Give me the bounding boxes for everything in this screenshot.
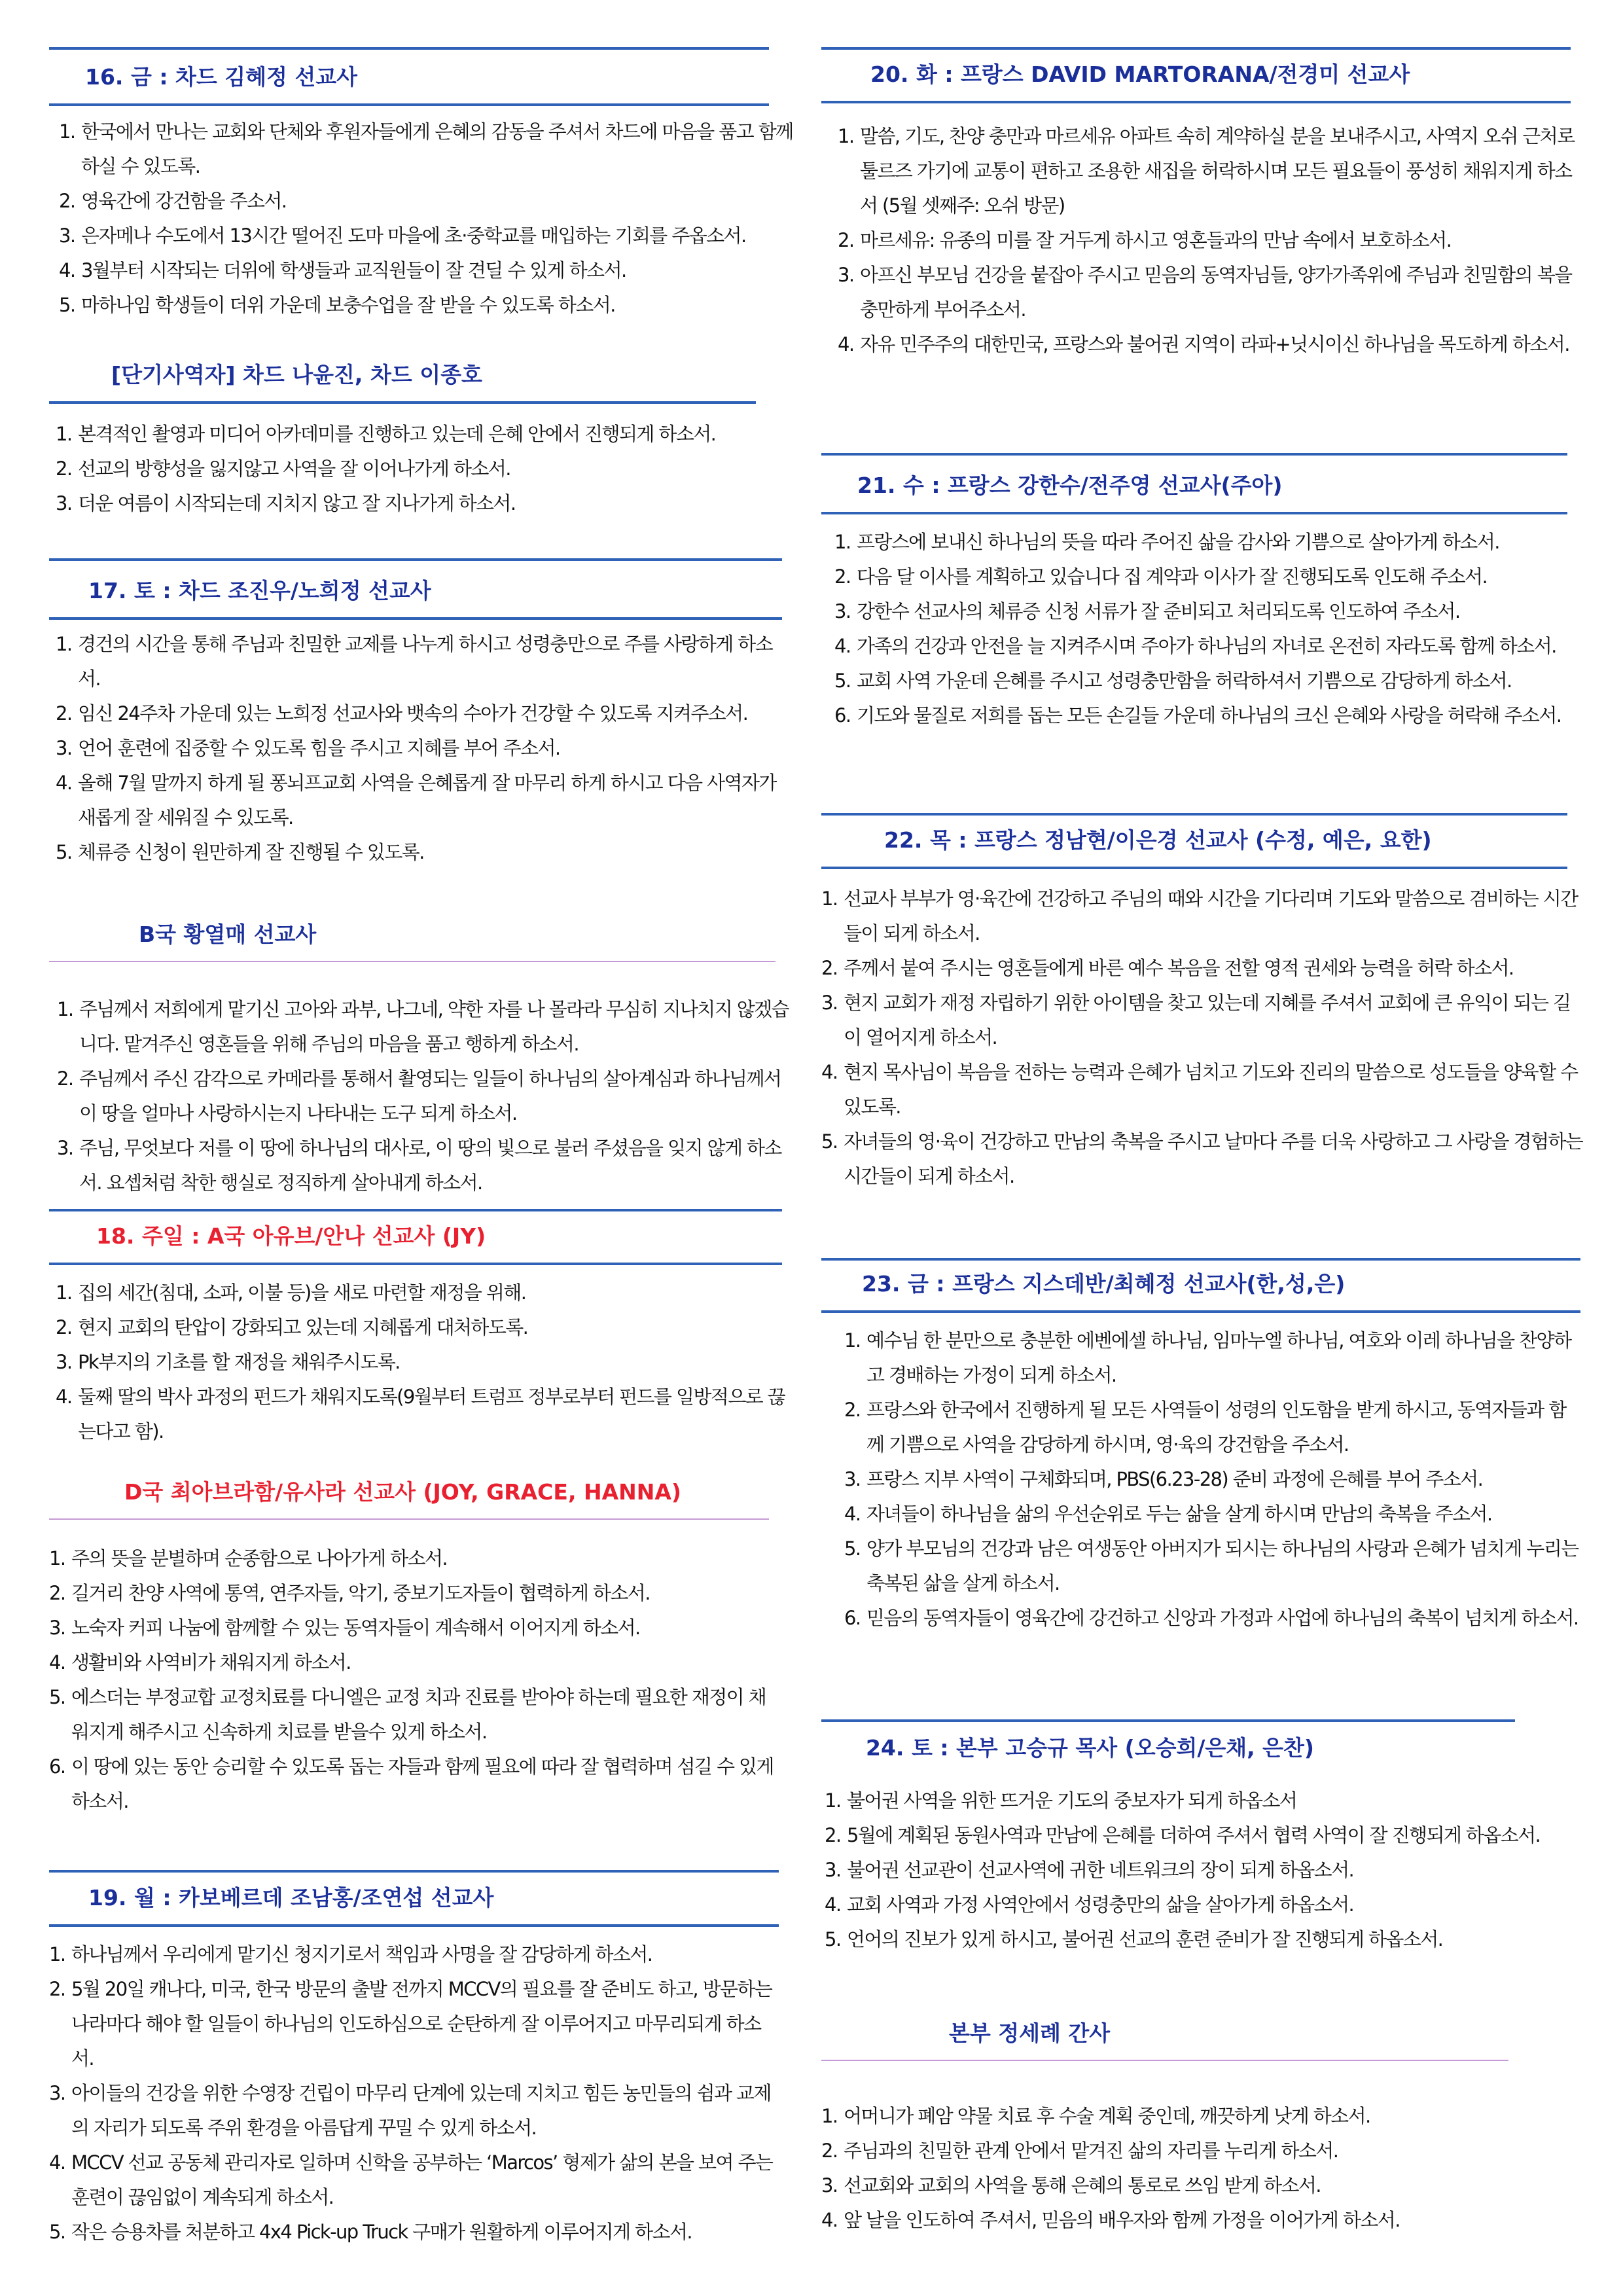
prayer-item	[838, 223, 1584, 258]
item-number: 3.	[844, 1468, 861, 1490]
prayer-item	[57, 1062, 803, 1131]
item-number: 1.	[821, 888, 838, 910]
item-number: 4.	[56, 772, 72, 794]
item-number: 5.	[49, 2221, 65, 2243]
section-rule-top	[49, 558, 782, 561]
item-text: 자유 민주주의 대한민국, 프랑스와 불어권 지역이 라파+닛시이신 하나님을 목도하게 하소서.	[860, 333, 1569, 355]
item-number: 2.	[821, 2140, 838, 2162]
item-number: 4.	[821, 1061, 838, 1083]
section-title: 17. 토 : 차드 조진우/노희정 선교사	[88, 578, 431, 603]
section-rule-bottom	[49, 961, 776, 962]
item-text: 하나님께서 우리에게 맡기신 청지기로서 책임과 사명을 잘 감당하게 하소서.	[71, 1943, 652, 1965]
item-number: 3.	[49, 2082, 65, 2104]
item-number: 1.	[49, 1943, 65, 1965]
prayer-item	[821, 2134, 1554, 2168]
item-text: 믿음의 동역자들이 영육간에 강건하고 신앙과 가정과 사업에 하나님의 축복이 넘치게 하소서.	[866, 1607, 1578, 1629]
prayer-item	[49, 1972, 782, 2076]
section-title: [단기사역자] 차드 나윤진, 차드 이종호	[111, 362, 482, 387]
prayer-item	[56, 835, 789, 870]
prayer-item	[56, 731, 789, 766]
prayer-item	[49, 1645, 782, 1680]
item-text: 주의 뜻을 분별하며 순종함으로 나아가게 하소서.	[71, 1547, 447, 1570]
item-text: 교회 사역 가운데 은혜를 주시고 성령충만함을 허락하셔서 기쁨으로 감당하게 하소서.	[857, 670, 1512, 692]
item-text: 선교회와 교회의 사역을 통해 은혜의 통로로 쓰임 받게 하소서.	[844, 2174, 1321, 2197]
prayer-item	[57, 1131, 803, 1200]
prayer-item	[56, 1310, 789, 1345]
item-text: 둘째 딸의 박사 과정의 펀드가 채워지도록(9월부터 트럼프 정부로부터 펀드를 일방적으로 끊는다고 함).	[78, 1386, 785, 1443]
prayer-item	[49, 1541, 782, 1576]
prayer-list	[57, 992, 803, 1200]
item-text: 불어권 사역을 위한 뜨거운 기도의 중보자가 되게 하옵소서	[847, 1789, 1297, 1812]
section-rule-top	[821, 453, 1567, 456]
item-number: 3.	[56, 492, 72, 514]
section-rule-top	[821, 813, 1567, 816]
prayer-item	[838, 327, 1584, 362]
item-number: 2.	[57, 1067, 73, 1090]
item-number: 2.	[834, 565, 851, 588]
item-text: 임신 24주차 가운데 있는 노희정 선교사와 뱃속의 수아가 건강할 수 있도록 지켜주소서.	[78, 702, 748, 725]
prayer-item	[838, 258, 1584, 327]
item-number: 4.	[834, 635, 851, 657]
prayer-item	[59, 184, 798, 219]
prayer-list	[825, 1784, 1558, 1957]
item-text: 은자메나 수도에서 13시간 떨어진 도마 마을에 초·중학교를 매입하는 기회를 주옵소서.	[81, 224, 746, 247]
prayer-item	[49, 2145, 782, 2215]
section-rule-bottom	[49, 1924, 779, 1927]
item-text: 체류증 신청이 원만하게 잘 진행될 수 있도록.	[78, 841, 424, 863]
prayer-item	[56, 627, 789, 696]
prayer-item	[56, 486, 795, 521]
item-text: 에스더는 부정교합 교정치료를 다니엘은 교정 치과 진료를 받아야 하는데 필요한 재정이 채워지게 해주시고 신속하게 치료를 받을수 있게 하소서.	[71, 1686, 766, 1743]
prayer-item	[59, 253, 798, 288]
item-number: 3.	[838, 264, 854, 286]
prayer-item	[821, 986, 1584, 1055]
item-text: 자녀들의 영·육이 건강하고 만남의 축복을 주시고 날마다 주를 더욱 사랑하고 그 사랑을 경험하는 시간들이 되게 하소서.	[844, 1130, 1583, 1187]
prayer-item	[59, 219, 798, 253]
item-number: 3.	[834, 600, 851, 622]
section-rule-bottom	[821, 867, 1567, 869]
section-rule-bottom	[49, 1518, 769, 1520]
item-number: 1.	[59, 120, 75, 143]
prayer-item	[825, 1922, 1558, 1957]
prayer-item	[821, 1124, 1584, 1194]
item-text: 현지 목사님이 복음을 전하는 능력과 은혜가 넘치고 기도와 진리의 말씀으로 성도들을 양육할 수 있도록.	[844, 1061, 1578, 1118]
item-text: 교회 사역과 가정 사역안에서 성령충만의 삶을 살아가게 하옵소서.	[847, 1893, 1354, 1916]
section-rule-top	[49, 1870, 779, 1873]
item-text: 노숙자 커피 나눔에 함께할 수 있는 동역자들이 계속해서 이어지게 하소서.	[71, 1617, 640, 1639]
section-rule-bottom	[49, 401, 756, 404]
item-text: 아프신 부모님 건강을 붙잡아 주시고 믿음의 동역자님들, 양가가족위에 주님과 친밀함의 복을 충만하게 부어주소서.	[860, 264, 1572, 321]
item-number: 3.	[57, 1137, 73, 1159]
prayer-list	[821, 2099, 1554, 2238]
item-text: 길거리 찬양 사역에 통역, 연주자들, 악기, 중보기도자들이 협력하게 하소서.	[71, 1582, 650, 1604]
item-text: 작은 승용차를 처분하고 4x4 Pick-up Truck 구매가 원활하게 이루어지게 하소서.	[71, 2221, 692, 2243]
prayer-list	[59, 115, 798, 323]
item-text: 프랑스 지부 사역이 구체화되며, PBS(6.23-28) 준비 과정에 은혜를 부어 주소서.	[866, 1468, 1483, 1490]
section-title: 16. 금 : 차드 김혜정 선교사	[85, 64, 358, 90]
section-title: 23. 금 : 프랑스 지스데반/최혜정 선교사(한,성,은)	[862, 1271, 1346, 1297]
prayer-list	[838, 119, 1584, 362]
item-number: 1.	[838, 125, 854, 147]
section-rule-bottom	[49, 103, 769, 106]
item-number: 1.	[834, 531, 851, 553]
item-number: 4.	[49, 2151, 65, 2174]
prayer-item	[49, 2076, 782, 2145]
section-rule-top	[821, 1258, 1580, 1261]
item-number: 5.	[825, 1928, 841, 1950]
item-text: 영육간에 강건함을 주소서.	[81, 190, 287, 212]
item-text: 강한수 선교사의 체류증 신청 서류가 잘 준비되고 처리되도록 인도하여 주소서.	[857, 600, 1460, 622]
item-text: 생활비와 사역비가 채워지게 하소서.	[71, 1651, 351, 1674]
item-text: 기도와 물질로 저희를 돕는 모든 손길들 가운데 하나님의 크신 은혜와 사랑을 허락해 주소서.	[857, 704, 1561, 726]
prayer-item	[821, 2168, 1554, 2203]
prayer-item	[825, 1818, 1558, 1853]
item-text: 현지 교회의 탄압이 강화되고 있는데 지혜롭게 대처하도록.	[78, 1316, 528, 1338]
item-text: 마하나임 학생들이 더위 가운데 보충수업을 잘 받을 수 있도록 하소서.	[81, 294, 615, 316]
item-number: 5.	[59, 294, 75, 316]
item-text: Pk부지의 기초를 할 재정을 채워주시도록.	[78, 1351, 400, 1373]
item-text: 프랑스와 한국에서 진행하게 될 모든 사역들이 성령의 인도함을 받게 하시고, 동역자들과 함께 기쁨으로 사역을 감당하게 하시며, 영·육의 강건함을 주소서.	[866, 1399, 1566, 1456]
item-number: 1.	[844, 1329, 861, 1352]
section-rule-top	[49, 1209, 782, 1211]
item-text: 선교사 부부가 영·육간에 건강하고 주님의 때와 시간을 기다리며 기도와 말씀으로 겸비하는 시간들이 되게 하소서.	[844, 888, 1578, 944]
prayer-list	[56, 417, 795, 521]
prayer-item	[56, 417, 795, 452]
item-number: 2.	[49, 1582, 65, 1604]
prayer-item	[49, 1937, 782, 1972]
item-number: 6.	[49, 1755, 65, 1778]
prayer-item	[838, 119, 1584, 223]
item-text: 경건의 시간을 통해 주님과 친밀한 교제를 나누게 하시고 성령충만으로 주를 사랑하게 하소서.	[78, 633, 773, 690]
item-number: 2.	[838, 229, 854, 251]
item-text: 양가 부모님의 건강과 남은 여생동안 아버지가 되시는 하나님의 사랑과 은혜가 넘치게 누리는 축복된 삶을 살게 하소서.	[866, 1537, 1578, 1594]
section-title: 24. 토 : 본부 고승규 목사 (오승희/은채, 은찬)	[866, 1735, 1314, 1761]
item-number: 4.	[825, 1893, 841, 1916]
section-title: 18. 주일 : A국 아유브/안나 선교사 (JY)	[96, 1223, 486, 1249]
item-text: 어머니가 폐암 약물 치료 후 수술 계획 중인데, 깨끗하게 낫게 하소서.	[844, 2105, 1370, 2127]
item-text: 자녀들이 하나님을 삶의 우선순위로 두는 삶을 살게 하시며 만남의 축복을 주소서.	[866, 1503, 1492, 1525]
prayer-item	[49, 1611, 782, 1645]
prayer-list	[834, 525, 1584, 733]
item-number: 4.	[844, 1503, 861, 1525]
prayer-item	[834, 664, 1584, 698]
prayer-item	[844, 1532, 1580, 1601]
prayer-item	[825, 1853, 1558, 1888]
section-title: 22. 목 : 프랑스 정남현/이은경 선교사 (수정, 예은, 요한)	[884, 827, 1432, 853]
item-number: 6.	[834, 704, 851, 726]
item-number: 3.	[821, 992, 838, 1014]
prayer-item	[844, 1601, 1580, 1636]
item-text: 주님께서 저희에게 맡기신 고아와 과부, 나그네, 약한 자를 나 몰라라 무심히 지나치지 않겠습니다. 맡겨주신 영혼들을 위해 주님의 마음을 품고 행하게 하소서.	[79, 998, 789, 1055]
item-text: 5월 20일 캐나다, 미국, 한국 방문의 출발 전까지 MCCV의 필요를 잘 준비도 하고, 방문하는 나라마다 해야 할 일들이 하나님의 인도하심으로 순탄하게 잘 이루어지고 마무리되게 하소서.	[71, 1978, 772, 2070]
prayer-item	[59, 115, 798, 184]
section-rule-top	[49, 47, 769, 50]
prayer-list	[844, 1323, 1580, 1636]
item-text: 현지 교회가 재정 자립하기 위한 아이템을 찾고 있는데 지혜를 주셔서 교회에 큰 유익이 되는 길이 열어지게 하소서.	[844, 992, 1571, 1049]
prayer-item	[56, 1276, 789, 1310]
item-number: 5.	[844, 1537, 861, 1560]
prayer-item	[834, 629, 1584, 664]
prayer-item	[57, 992, 803, 1062]
item-number: 3.	[56, 737, 72, 759]
prayer-list	[56, 1276, 789, 1449]
prayer-item	[834, 698, 1584, 733]
prayer-item	[821, 2099, 1554, 2134]
item-number: 2.	[59, 190, 75, 212]
item-text: 이 땅에 있는 동안 승리할 수 있도록 돕는 자들과 함께 필요에 따라 잘 협력하며 섬길 수 있게 하소서.	[71, 1755, 774, 1812]
item-text: 예수님 한 분만으로 충분한 에벤에셀 하나님, 임마누엘 하나님, 여호와 이레 하나님을 찬양하고 경배하는 가정이 되게 하소서.	[866, 1329, 1571, 1386]
item-text: 선교의 방향성을 잃지않고 사역을 잘 이어나가게 하소서.	[78, 457, 510, 480]
item-text: 말씀, 기도, 찬양 충만과 마르세유 아파트 속히 계약하실 분을 보내주시고, 사역지 오쉬 근처로 툴르즈 가기에 교통이 편하고 조용한 새집을 허락하시며 모든 필요들이 풍성히 채워지게 하소서 (5월 셋째주: 오쉬 방문)	[860, 125, 1575, 217]
item-number: 4.	[821, 2209, 838, 2231]
prayer-item	[56, 1380, 789, 1449]
item-number: 1.	[56, 633, 72, 655]
item-text: 앞 날을 인도하여 주셔서, 믿음의 배우자와 함께 가정을 이어가게 하소서.	[844, 2209, 1400, 2231]
section-rule-bottom	[821, 2060, 1508, 2061]
item-text: 주님, 무엇보다 저를 이 땅에 하나님의 대사로, 이 땅의 빛으로 불러 주셨음을 잊지 않게 하소서. 요셉처럼 착한 행실로 정직하게 살아내게 하소서.	[79, 1137, 781, 1194]
prayer-item	[844, 1323, 1580, 1393]
item-number: 4.	[56, 1386, 72, 1408]
item-number: 2.	[49, 1978, 65, 2000]
item-text: 불어권 선교관이 선교사역에 귀한 네트워크의 장이 되게 하옵소서.	[847, 1859, 1354, 1881]
item-text: 언어 훈련에 집중할 수 있도록 힘을 주시고 지혜를 부어 주소서.	[78, 737, 560, 759]
prayer-list	[821, 882, 1584, 1194]
item-text: MCCV 선교 공동체 관리자로 일하며 신학을 공부하는 ‘Marcos’ 형제가 삶의 본을 보여 주는 훈련이 끊임없이 계속되게 하소서.	[71, 2151, 773, 2208]
item-text: 주께서 붙여 주시는 영혼들에게 바른 예수 복음을 전할 영적 권세와 능력을 허락 하소서.	[844, 957, 1514, 979]
section-rule-bottom	[49, 1263, 782, 1265]
section-rule-top	[821, 1719, 1515, 1722]
item-number: 3.	[59, 224, 75, 247]
item-number: 4.	[59, 259, 75, 281]
item-text: 주님과의 친밀한 관계 안에서 맡겨진 삶의 자리를 누리게 하소서.	[844, 2140, 1338, 2162]
section-title: 20. 화 : 프랑스 DAVID MARTORANA/전경미 선교사	[870, 62, 1410, 87]
prayer-item	[49, 1749, 782, 1819]
prayer-list	[56, 627, 789, 870]
item-text: 마르세유: 유종의 미를 잘 거두게 하시고 영혼들과의 만남 속에서 보호하소서.	[860, 229, 1452, 251]
item-number: 2.	[825, 1824, 841, 1846]
item-text: 가족의 건강과 안전을 늘 지켜주시며 주아가 하나님의 자녀로 온전히 자라도록 함께 하소서.	[857, 635, 1556, 657]
section-title: B국 황열매 선교사	[139, 922, 317, 947]
section-title: D국 최아브라함/유사라 선교사 (JOY, GRACE, HANNA)	[124, 1479, 681, 1505]
item-number: 1.	[825, 1789, 841, 1812]
item-number: 4.	[838, 333, 854, 355]
item-number: 3.	[825, 1859, 841, 1881]
item-text: 본격적인 촬영과 미디어 아카데미를 진행하고 있는데 은혜 안에서 진행되게 하소서.	[78, 423, 716, 445]
item-number: 2.	[844, 1399, 861, 1421]
item-text: 다음 달 이사를 계획하고 있습니다 집 계약과 이사가 잘 진행되도록 인도해 주소서.	[857, 565, 1488, 588]
item-text: 5월에 계획된 동원사역과 만남에 은혜를 더하여 주셔서 협력 사역이 잘 진행되게 하옵소서.	[847, 1824, 1541, 1846]
prayer-item	[56, 452, 795, 486]
prayer-item	[821, 2203, 1554, 2238]
section-rule-top	[821, 47, 1571, 50]
item-number: 5.	[834, 670, 851, 692]
item-number: 2.	[821, 957, 838, 979]
prayer-item	[844, 1497, 1580, 1532]
item-text: 프랑스에 보내신 하나님의 뜻을 따라 주어진 삶을 감사와 기쁨으로 살아가게 하소서.	[857, 531, 1499, 553]
section-rule-bottom	[821, 101, 1571, 103]
item-text: 집의 세간(침대, 소파, 이불 등)을 새로 마련할 재정을 위해.	[78, 1282, 526, 1304]
item-text: 더운 여름이 시작되는데 지치지 않고 잘 지나가게 하소서.	[78, 492, 516, 514]
item-number: 1.	[56, 423, 72, 445]
prayer-item	[834, 525, 1584, 560]
prayer-item	[821, 1055, 1584, 1124]
section-rule-bottom	[821, 1310, 1580, 1313]
item-number: 2.	[56, 1316, 72, 1338]
item-number: 5.	[56, 841, 72, 863]
item-number: 2.	[56, 457, 72, 480]
prayer-item	[49, 1680, 782, 1749]
prayer-item	[825, 1888, 1558, 1922]
section-title: 21. 수 : 프랑스 강한수/전주영 선교사(주아)	[857, 473, 1283, 498]
section-rule-bottom	[821, 512, 1567, 514]
item-number: 3.	[821, 2174, 838, 2197]
item-text: 언어의 진보가 있게 하시고, 불어권 선교의 훈련 준비가 잘 진행되게 하옵소서.	[847, 1928, 1443, 1950]
item-text: 한국에서 만나는 교회와 단체와 후원자들에게 은혜의 감동을 주셔서 차드에 마음을 품고 함께 하실 수 있도록.	[81, 120, 793, 177]
prayer-list	[49, 1937, 782, 2250]
item-number: 5.	[821, 1130, 838, 1153]
prayer-item	[56, 1345, 789, 1380]
prayer-item	[56, 766, 789, 835]
prayer-item	[834, 560, 1584, 594]
item-text: 올해 7월 말까지 하게 될 퐁뇌프교회 사역을 은혜롭게 잘 마무리 하게 하시고 다음 사역자가 새롭게 잘 세워질 수 있도록.	[78, 772, 776, 829]
item-number: 1.	[57, 998, 73, 1020]
section-rule-bottom	[49, 617, 782, 620]
prayer-item	[834, 594, 1584, 629]
section-title: 본부 정세례 간사	[949, 2020, 1111, 2046]
item-number: 1.	[56, 1282, 72, 1304]
section-title: 19. 월 : 카보베르데 조남홍/조연섭 선교사	[88, 1885, 494, 1910]
prayer-item	[821, 951, 1584, 986]
prayer-item	[49, 1576, 782, 1611]
item-number: 1.	[49, 1547, 65, 1570]
prayer-list	[49, 1541, 782, 1819]
prayer-item	[49, 2215, 782, 2250]
item-number: 4.	[49, 1651, 65, 1674]
prayer-item	[825, 1784, 1558, 1818]
prayer-item	[821, 882, 1584, 951]
item-number: 1.	[821, 2105, 838, 2127]
prayer-item	[59, 288, 798, 323]
item-text: 주님께서 주신 감각으로 카메라를 통해서 촬영되는 일들이 하나님의 살아계심과 하나님께서 이 땅을 얼마나 사랑하시는지 나타내는 도구 되게 하소서.	[79, 1067, 781, 1124]
item-number: 6.	[844, 1607, 861, 1629]
item-number: 3.	[49, 1617, 65, 1639]
item-number: 3.	[56, 1351, 72, 1373]
prayer-item	[56, 696, 789, 731]
prayer-item	[844, 1393, 1580, 1462]
prayer-item	[844, 1462, 1580, 1497]
item-text: 아이들의 건강을 위한 수영장 건립이 마무리 단계에 있는데 지치고 힘든 농민들의 쉼과 교제의 자리가 되도록 주위 환경을 아름답게 꾸밀 수 있게 하소서.	[71, 2082, 771, 2139]
item-number: 2.	[56, 702, 72, 725]
item-number: 5.	[49, 1686, 65, 1708]
item-text: 3월부터 시작되는 더위에 학생들과 교직원들이 잘 견딜 수 있게 하소서.	[81, 259, 626, 281]
